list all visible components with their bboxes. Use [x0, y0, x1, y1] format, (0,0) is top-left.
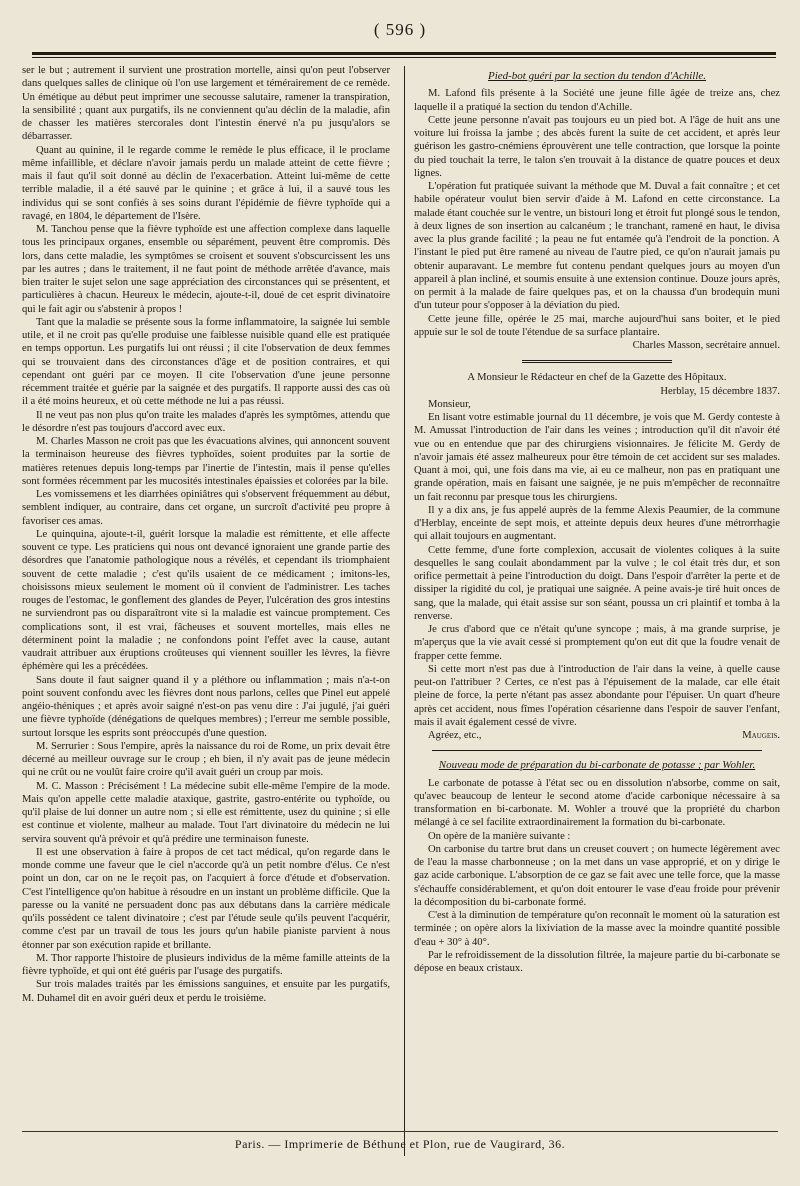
- header-rule: [32, 52, 776, 58]
- article-paragraph: Cette jeune personne n'avait pas toujours eu un pied bot. A l'âge de huit ans une voiture lui froissa la jambe ; des abcès furent la suite de cet accident, et après leur guérison les gastro-cnémiens éprouvèrent une telle contraction, que lorsque la pointe du pied touchait la terre, le talon s'en trouvait à la distance de quatre pouces et deux lignes.: [414, 114, 780, 179]
- left-paragraph: Il ne veut pas non plus qu'on traite les malades d'après les symptômes, attendu que le désordre n'est pas toujours d'accord avec eux.: [22, 409, 390, 434]
- left-paragraph: Les vomissemens et les diarrhées opiniâtres qui s'observent fréquemment au début, semblent indiquer, au contraire, dans cet organe, un surcroît d'activité peu propre à favoriser ces amas.: [22, 489, 390, 527]
- article-title-pied-bot: Pied-bot guéri par la section du tendon d'Achille.: [487, 70, 707, 82]
- article-paragraph: L'opération fut pratiquée suivant la méthode que M. Duval a fait connaître ; et cet habile opérateur voulut bien servir d'aide à M. Lafond en cette circonstance. La malade étant couchée sur le ventre, un bistouri long et étroit fut plongé sous le tendon, à deux lignes de son insertion au calcanéum ; le tranchant, ramené en haut, le divisa avec la plus grande facilité ; la peau ne fut entamée qu'à l'endroit de la ponction. A l'instant le pied put être ramené au niveau de l'autre pied, ce qu'on n'aurait jamais pu obtenir auparavant. Le membre fut contenu pendant quelques jours au moyen d'un appareil à plan incliné, et soumis ensuite à une extension continue. Douze jours après, on permit à la malade de faire quelques pas, et on la chaussa d'un brodequin muni d'un tuteur pour s'opposer à la déviation du pied.: [414, 181, 780, 312]
- article-paragraph: M. Lafond fils présente à la Société une jeune fille âgée de treize ans, chez laquelle il a pratiqué la section du tendon d'Achille.: [414, 88, 780, 113]
- left-paragraph: Quant au quinine, il le regarde comme le remède le plus efficace, il le proclame même infaillible, et déclare n'avoir jamais perdu un malade atteint de cette fièvre ; mais il faut qu'il soit donné au déclin de l'exacerbation. Atteint lui-même de cette terrible maladie, il a été sauvé par le quinine ; et grâce à lui, il a sauvé tous les individus qui se sont confiés à ses soins durant l'épidémie de fièvre typhoïde qui a ravagé, en 1804, le département de l'Isère.: [22, 144, 390, 222]
- left-paragraph: Le quinquina, ajoute-t-il, guérit lorsque la maladie est rémittente, et elle affecte souvent ce type. Les praticiens qui nous ont devancé ignoraient une grande partie des désordres que l'anatomie pathologique nous a révélés, et cependant ils triomphaient souvent de cette maladie ; c'est qu'ils usaient de ce médicament ; imitons-les, choisissons mieux seulement le moment où il convient de l'administrer. Les taches rouges de l'estomac, le gonflement des glandes de Peyer, l'ulcération des gros intestins ne surviendront pas ou disparaîtront vite si la maladie est vaincue promptement. Ces complications sont, il est vrai, fâcheuses et souvent mortelles, mais elles ne déterminent point la maladie ; ne confondons point l'effet avec la cause, autant vaudrait attribuer aux éruptions croûteuses qui viennent souiller les lèvres, la fièvre éphémère qui les a précédées.: [22, 528, 390, 673]
- right-column: [414, 64, 780, 975]
- letter-paragraph: Cette femme, d'une forte complexion, accusait de violentes coliques à la suite desquelles le sang coulait abondamment par la vulve ; le col était très dur, et son orifice permettait à peine l'introduction du doigt. Dans l'espoir d'arrêter la perte et de dissiper la rigidité du col, je pratiquai une saignée. A peine avais-je tiré huit onces de sang, que la malade, qui était assise sur son séant, poussa un cri plaintif et tomba à la renverse.: [414, 544, 780, 622]
- letter-closing-line: [414, 729, 780, 742]
- left-paragraph: Il est une observation à faire à propos de cet tact médical, qu'on regarde dans le monde comme une faveur que le ciel n'accorde qu'à un petit nombre d'élus. Ce n'est point un don, car on ne le reçoit pas, on l'acquiert à force d'étude et d'observation. C'est l'intelligence qu'on habitue à résoudre en un instant un problème difficile. Que la paresse ou la vanité ne persuadent donc pas aux débutans dans la carrière médicale qu'ils possèdent ce talent divinatoire ; c'est par l'étude seule qu'ils peuvent l'acquérir, comme c'est par un travail de tous les jours qu'un habile pianiste parvient à nous étonner par son exécution rapide et brillante.: [22, 846, 390, 951]
- left-paragraph: M. Charles Masson ne croit pas que les évacuations alvines, qui annoncent souvent la terminaison heureuse des fièvres typhoïdes, soient produites par la sortie de matières retenues depuis long-temps par l'inertie de l'intestin, mais il pense qu'elles sont formées récemment par les mucosités intestinales épaissies et colorées par la bile.: [22, 436, 390, 487]
- left-paragraph: M. C. Masson : Précisément ! La médecine subit elle-même l'empire de la mode. Mais qu'on appelle cette maladie ataxique, gastrite, gastro-entérite ou typhoïde, ou qu'il plaise de lui donner un autre nom ; si elle est rémittente, usez du quinine ; si elle est continue et violente, malheur au malade. Tout l'art divinatoire du médecin ne lui servira souvent qu'à prévoir et qu'à prédire une terminaison funeste.: [22, 780, 390, 845]
- left-paragraph: M. Tanchou pense que la fièvre typhoïde est une affection complexe dans laquelle tous les principaux organes, ensemble ou séparément, peuvent être compromis. Dès lors, dans cette maladie, les symptômes se croisent et souvent s'obscurcissent les uns par les autres ; dans le traitement, il ne faut point de méthode arrêtée d'avance, mais bien traiter le sujet selon une sage appréciation des circonstances qui se présentent, et particulières à chacun. Heureux le médecin, ajoute-t-il, doué de cet esprit divinatoire qui le fait agir ou s'abstenir à propos !: [22, 224, 390, 315]
- left-paragraph: Sans doute il faut saigner quand il y a pléthore ou inflammation ; mais n'a-t-on point souvent confondu avec les fièvres dont nous parlons, celles que Pinel eut appelé angéio-théniques ; et après avoir saigné n'est-on pas venu dire : J'ai jugulé, j'ai guéri une fièvre typhoïde (dénégations de quelques membres) ; l'erreur me semble possible, surtout lorsque les esprits sont préoccupés d'une question.: [22, 674, 390, 739]
- left-column: [22, 64, 390, 1005]
- signature-maugeis: Maugeis.: [742, 730, 780, 741]
- signature-masson: Charles Masson, secrétaire annuel.: [632, 340, 780, 351]
- letter-salutation: Monsieur,: [428, 398, 471, 410]
- printer-imprint: Paris. — Imprimerie de Béthune et Plon, rue de Vaugirard, 36.: [234, 1137, 566, 1151]
- letter-paragraph: Si cette mort n'est pas due à l'introduction de l'air dans la veine, à quelle cause peut-on l'attribuer ? Certes, ce n'est pas à l'épuisement de la malade, car elle était pleine de force, la perte n'étant pas assez abondante pour l'épuiser. Un quart d'heure après cet accident, nous fîmes l'opération césarienne dans l'espoir de sauver l'enfant, mais il avait également cessé de vivre.: [414, 663, 780, 728]
- article-paragraph: Le carbonate de potasse à l'état sec ou en dissolution n'absorbe, comme on sait, qu'avec beaucoup de lenteur le second atome d'acide carbonique nécessaire à sa transformation en bi-carbonate. M. Wohler a trouvé que la propriété du charbon mélangé à ce sel facilite extraordinairement la formation du bi-carbonate.: [414, 777, 780, 829]
- letter-heading: A Monsieur le Rédacteur en chef de la Gazette des Hôpitaux.: [467, 372, 727, 384]
- page-number: ( 596 ): [373, 20, 427, 39]
- left-paragraph: M. Serrurier : Sous l'empire, après la naissance du roi de Rome, un prix devait être décerné au meilleur ouvrage sur le croup ; eh bien, il n'y avait pas de jeune médecin qui ne crût ou ne voulût faire croire qu'il avait guéri un croup par mois.: [22, 740, 390, 779]
- left-paragraph: Sur trois malades traités par les émissions sanguines, et ensuite par les purgatifs, M. Duhamel dit en avoir guéri deux et perdu le troisième.: [22, 979, 390, 1004]
- letter-closing: Agréez, etc.,: [428, 730, 482, 741]
- left-paragraph: ser le but ; autrement il survient une prostration mortelle, ainsi qu'on peut l'observer dans quelques salles de clinique où l'on use largement et témérairement de ce remède. Un émétique au début peut imprimer une secousse salutaire, ramener la transpiration, la sensibilité ; quant aux purgatifs, ils ne conviennent qu'au déclin de la maladie, afin de chasser les matières stercorales dont l'intestin énervé n'a pu jusqu'alors se débarrasser.: [22, 65, 390, 143]
- section-rule: [522, 360, 672, 363]
- article-title-bicarbonate: Nouveau mode de préparation du bi-carbonate de potasse ; par Wohler.: [438, 759, 756, 772]
- section-rule: [432, 750, 762, 751]
- article-paragraph: Cette jeune fille, opérée le 25 mai, marche aujourd'hui sans boiter, et le pied appuie sur le sol de toute l'étendue de sa surface plantaire.: [414, 313, 780, 338]
- footer-rule: [22, 1131, 778, 1132]
- letter-dateline: Herblay, 15 décembre 1837.: [660, 385, 780, 397]
- letter-paragraph: Je crus d'abord que ce n'était qu'une syncope ; mais, à ma grande surprise, je m'aperçus que la vie avait cessé si promptement qu'on eut dit que la foudre venait de frapper cette femme.: [414, 624, 780, 662]
- article-paragraph: On opère de la manière suivante :: [428, 830, 571, 842]
- letter-paragraph: En lisant votre estimable journal du 11 décembre, je vois que M. Gerdy conteste à M. Amussat l'introduction de l'air dans les veines ; introduction qu'il dit n'avoir été vue ou en entendue que par des chirurgiens visionnaires. Je félicite M. Gerdy de n'avoir jamais été assez malheureux pour être témoin de cet accident sur ses malades. Quant à moi, qui, une fois dans ma vie, ai eu ce malheur, non pas en pratiquant une grande opération, mais en faisant une saignée, je ne puis m'empêcher de reconnaître un fait reconnu par presque tous les chirurgiens.: [414, 412, 780, 503]
- left-paragraph: M. Thor rapporte l'histoire de plusieurs individus de la même famille atteints de la fièvre typhoïde, et qui ont été guéris par l'usage des purgatifs.: [22, 952, 390, 977]
- letter-paragraph: Il y a dix ans, je fus appelé auprès de la femme Alexis Peaumier, de la commune d'Herblay, enceinte de sept mois, et atteinte depuis deux heures d'une métrorrhagie qui allait toujours en augmentant.: [414, 504, 780, 543]
- left-paragraph: Tant que la maladie se présente sous la forme inflammatoire, la saignée lui semble utile, et il ne croit pas qu'elle produise une faiblesse nuisible quand elle est pratiquée en temps opportun. Les purgatifs lui ont réussi ; il cite l'observation de deux femmes qui se trouvaient dans des circonstances d'âge et de position contraires, et qui cependant ont guéri par ce moyen. Il cite l'observation d'une jeune personne récemment traitée et guérie par la saignée et des purgatifs. Il rapporte aussi des cas où il a été moins heureux, et où cette méthode ne lui a pas réussi.: [22, 316, 390, 408]
- column-divider: [404, 66, 405, 1156]
- article-paragraph: On carbonise du tartre brut dans un creuset couvert ; on humecte légèrement avec de l'eau la masse charbonneuse ; on la met dans un vase approprié, et on y dirige le gaz acide carbonique. L'absorption de ce gaz se fait avec une telle force, que la masse s'échauffe considérablement, et qu'on doit entourer le vase d'eau froide pour prévenir la décomposition du bi-carbonate formé.: [414, 843, 780, 908]
- article-paragraph: Par le refroidissement de la dissolution filtrée, la majeure partie du bi-carbonate se dépose en beaux cristaux.: [414, 949, 780, 974]
- article-paragraph: C'est à la diminution de température qu'on reconnaît le moment où la saturation est terminée ; on opère alors la lixiviation de la masse avec la moindre quantité possible d'eau + 30° à 40°.: [414, 910, 780, 948]
